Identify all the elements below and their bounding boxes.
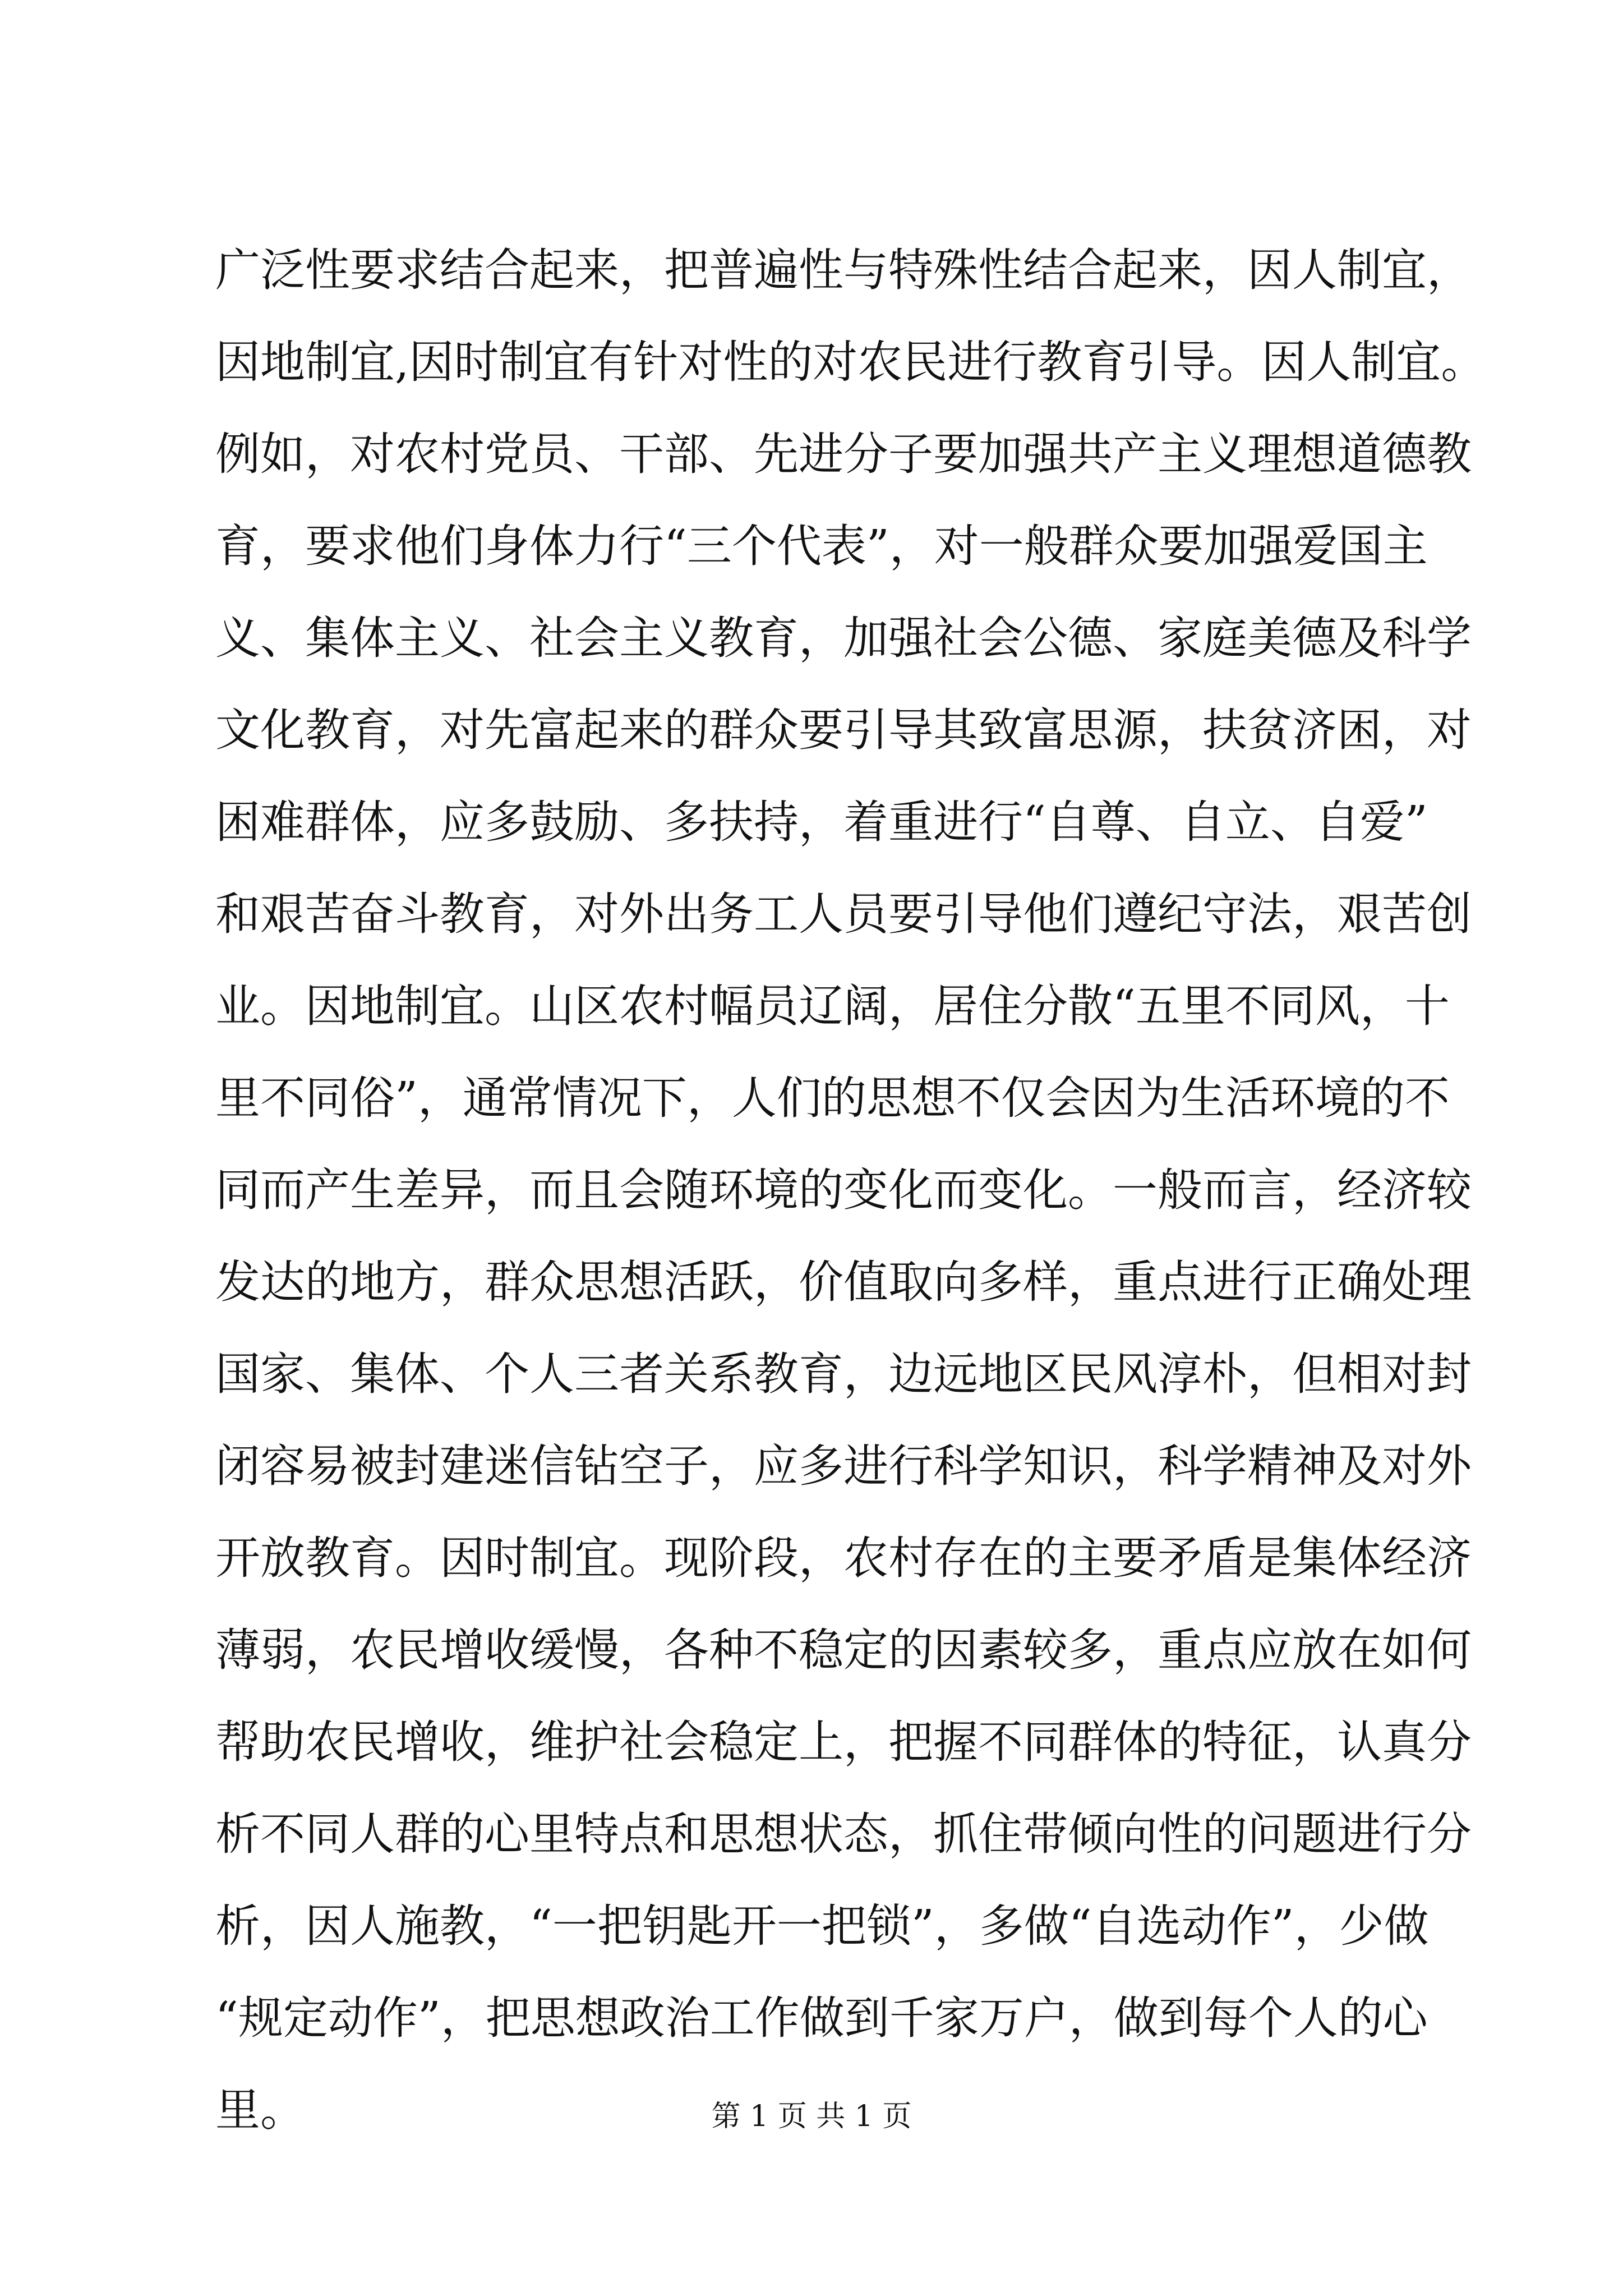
text-line-12: 发达的地方，群众思想活跃，价值取向多样，重点进行正确处理 (215, 1256, 1472, 1308)
text-line-18: 析不同人群的心里特点和思想状态，抓住带倾向性的问题进行分 (215, 1808, 1472, 1860)
text-line-20: “规定动作”，把思想政治工作做到千家万户，做到每个人的心 (215, 1992, 1428, 2044)
text-line-5: 义、集体主义、社会主义教育，加强社会公德、家庭美德及科学 (215, 612, 1472, 664)
text-line-21: 里。 (215, 2084, 305, 2136)
text-line-3: 例如，对农村党员、干部、先进分子要加强共产主义理想道德教 (215, 428, 1472, 480)
text-line-10: 里不同俗”，通常情况下，人们的思想不仅会因为生活环境的不 (215, 1072, 1450, 1124)
text-line-2: 因地制宜,因时制宜有针对性的对农民进行教育引导。因人制宜。 (215, 336, 1486, 388)
text-line-1: 广泛性要求结合起来，把普遍性与特殊性结合起来，因人制宜， (215, 244, 1472, 296)
text-line-13: 国家、集体、个人三者关系教育，边远地区民风淳朴，但相对封 (215, 1348, 1472, 1400)
text-line-16: 薄弱，农民增收缓慢，各种不稳定的因素较多，重点应放在如何 (215, 1624, 1472, 1676)
body-paragraph (215, 224, 1486, 2156)
page-number-label: 第 1 页 共 1 页 (711, 2100, 912, 2133)
text-line-6: 文化教育，对先富起来的群众要引导其致富思源，扶贫济困，对 (215, 704, 1472, 756)
text-line-9: 业。因地制宜。山区农村幅员辽阔，居住分散“五里不同风，十 (215, 980, 1450, 1032)
text-line-17: 帮助农民增收，维护社会稳定上，把握不同群体的特征，认真分 (215, 1716, 1472, 1768)
text-line-14: 闭容易被封建迷信钻空子，应多进行科学知识，科学精神及对外 (215, 1440, 1472, 1492)
page-footer (0, 2097, 1623, 2136)
text-line-19: 析，因人施教，“一把钥匙开一把锁”，多做“自选动作”，少做 (215, 1900, 1429, 1952)
text-line-11: 同而产生差异，而且会随环境的变化而变化。一般而言，经济较 (215, 1164, 1472, 1216)
text-line-15: 开放教育。因时制宜。现阶段，农村存在的主要矛盾是集体经济 (215, 1532, 1472, 1584)
text-line-4: 育，要求他们身体力行“三个代表”，对一般群众要加强爱国主 (215, 520, 1428, 572)
text-line-7: 困难群体，应多鼓励、多扶持，着重进行“自尊、自立、自爱” (215, 796, 1428, 848)
text-line-8: 和艰苦奋斗教育，对外出务工人员要引导他们遵纪守法，艰苦创 (215, 888, 1472, 940)
